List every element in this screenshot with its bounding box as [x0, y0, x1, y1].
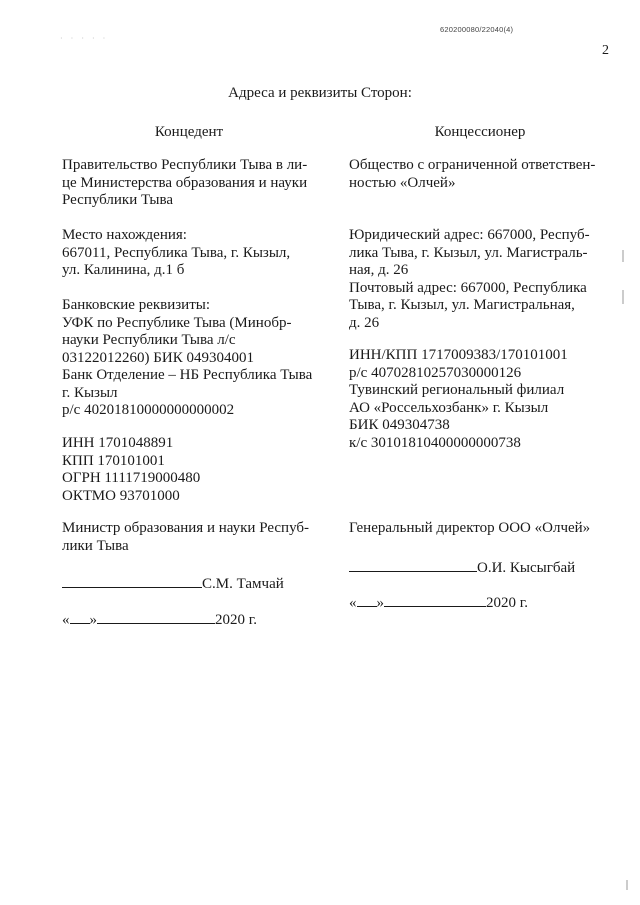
section-heading: Адреса и реквизиты Сторон:	[228, 85, 412, 101]
right-address-block	[349, 227, 611, 332]
text-line: ул. Калинина, д.1 б	[62, 262, 185, 278]
right-signer-block	[349, 520, 611, 538]
text-line: р/с 40702810257030000126	[349, 364, 522, 381]
text-line: Правительство Республики Тыва в ли-	[62, 157, 308, 173]
text-line: УФК по Республике Тыва (Минобр-	[62, 314, 292, 331]
left-date-line	[62, 609, 257, 629]
scan-edge-mark	[622, 250, 624, 262]
scan-artifact: · · · · ·	[60, 34, 109, 43]
page-number: 2	[602, 43, 609, 58]
date-quote-close: »	[89, 612, 97, 628]
date-quote-close: »	[376, 595, 384, 611]
text-line: Юридический адрес: 667000, Респуб-	[349, 227, 590, 243]
date-year: 2020 г.	[215, 612, 257, 628]
text-line: 667011, Республика Тыва, г. Кызыл,	[62, 244, 291, 261]
right-date-line	[349, 592, 528, 612]
text-line: КПП 170101001	[62, 452, 165, 469]
text-line: ная, д. 26	[349, 262, 409, 278]
text-line: АО «Россельхозбанк» г. Кызыл	[349, 399, 549, 416]
month-blank	[384, 592, 486, 607]
scan-edge-mark	[626, 880, 628, 890]
date-quote-open: «	[62, 612, 70, 628]
text-line: г. Кызыл	[62, 384, 118, 401]
text-line: Министр образования и науки Респуб-	[62, 520, 309, 536]
text-line: Республики Тыва	[62, 192, 174, 208]
left-signer-block	[62, 520, 324, 555]
scan-edge-mark	[622, 290, 624, 304]
text-line: р/с 40201810000000000002	[62, 402, 235, 418]
left-location-block	[62, 227, 324, 280]
document-number: 620200080/22040(4)	[440, 25, 514, 34]
text-line: ОГРН 1111719000480	[62, 470, 201, 486]
day-blank	[70, 609, 90, 624]
text-line: лика Тыва, г. Кызыл, ул. Магистраль-	[349, 244, 588, 261]
right-signature-line	[349, 557, 575, 577]
left-party-role: Концедент	[154, 124, 224, 140]
text-line: лики Тыва	[62, 537, 129, 554]
left-org-block	[62, 157, 324, 210]
month-blank	[97, 609, 215, 624]
right-bank-block	[349, 347, 611, 452]
left-ids-block	[62, 435, 324, 505]
text-line: це Министерства образования и науки	[62, 174, 308, 191]
text-line: Почтовый адрес: 667000, Республика	[349, 279, 587, 296]
right-party-role: Концессионер	[434, 124, 526, 140]
day-blank	[357, 592, 377, 607]
text-line: Генеральный директор ООО «Олчей»	[349, 520, 591, 536]
text-line: ИНН 1701048891	[62, 435, 174, 451]
text-line: Тыва, г. Кызыл, ул. Магистральная,	[349, 297, 575, 313]
signature-blank	[62, 573, 202, 588]
left-signer-name: С.М. Тамчай	[202, 576, 284, 592]
date-quote-open: «	[349, 595, 357, 611]
text-line: БИК 049304738	[349, 417, 450, 433]
right-signer-name: О.И. Кысыгбай	[477, 560, 576, 576]
text-line: 03122012260) БИК 049304001	[62, 349, 254, 366]
date-year: 2020 г.	[486, 595, 528, 611]
left-bank-block	[62, 297, 324, 420]
text-line: ОКТМО 93701000	[62, 487, 180, 504]
text-line: Банковские реквизиты:	[62, 297, 211, 313]
right-org-block	[349, 157, 611, 192]
text-line: к/с 30101810400000000738	[349, 434, 521, 451]
text-line: Общество с ограниченной ответствен-	[349, 157, 596, 173]
text-line: ИНН/КПП 1717009383/170101001	[349, 347, 568, 363]
text-line: ностью «Олчей»	[349, 174, 456, 191]
text-line: Тувинский региональный филиал	[349, 382, 565, 398]
text-line: Место нахождения:	[62, 227, 187, 243]
text-line: науки Республики Тыва л/с	[62, 332, 236, 348]
text-line: д. 26	[349, 314, 380, 331]
signature-blank	[349, 557, 477, 572]
text-line: Банк Отделение – НБ Республика Тыва	[62, 367, 313, 383]
left-signature-line	[62, 573, 284, 593]
